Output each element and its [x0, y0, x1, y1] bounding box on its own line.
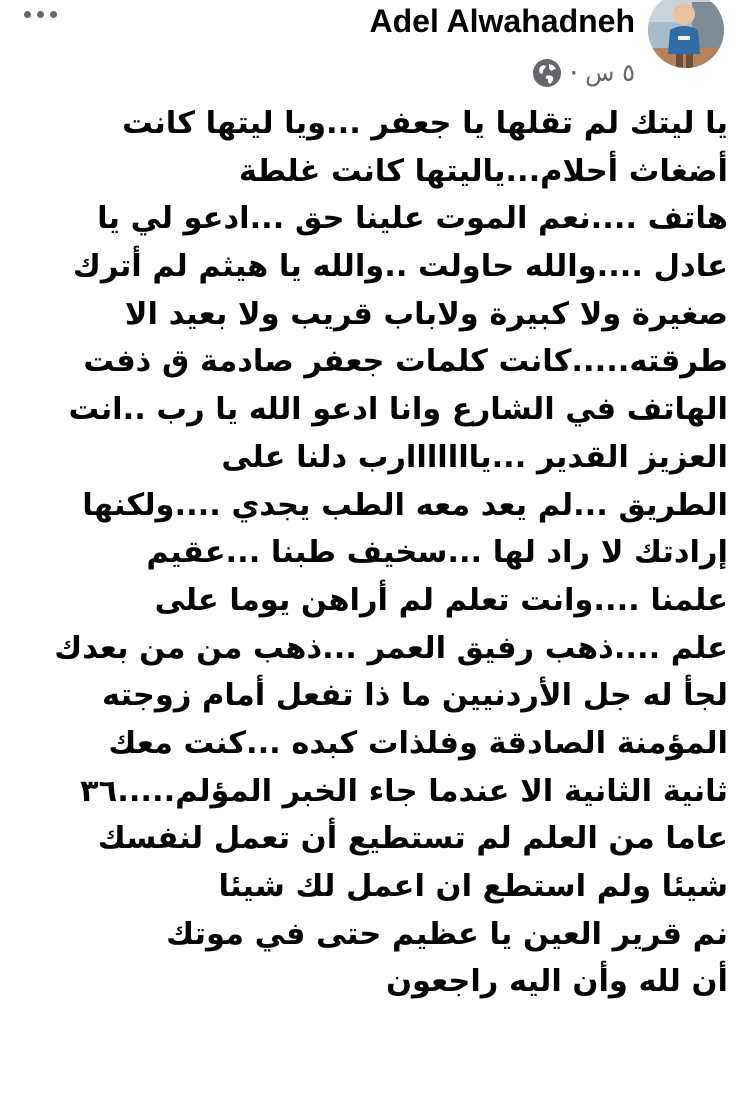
post-text-line: الهاتف في الشارع وانا ادعو الله يا رب ..انت [68, 392, 728, 428]
more-options-button[interactable] [24, 6, 57, 22]
post-body [13, 100, 728, 1006]
post-text-line: علم ....ذهب رفيق العمر ...ذهب من من بعدك [54, 630, 728, 666]
post-text-line: صغيرة ولا كبيرة ولاباب قريب ولا بعيد الا [124, 296, 728, 332]
avatar-photo-icon [648, 0, 724, 68]
post-meta [532, 56, 635, 90]
more-dot [50, 11, 57, 18]
author-avatar[interactable] [648, 0, 724, 68]
post-text-line: إرادتك لا راد لها ...سخيف طبنا ...عقيم [146, 535, 728, 571]
post-text-line: لجأ له جل الأردنيين ما ذا تفعل أمام زوجته [101, 678, 728, 714]
post-text-line: يا ليتك لم تقلها يا جعفر ...ويا ليتها كانت [122, 106, 728, 141]
post-text-line: عاما من العلم لم تستطيع أن تعمل لنفسك [97, 821, 728, 857]
more-dot [24, 11, 31, 18]
post-text-line: الطريق ...لم يعد معه الطب يجدي ....ولكنها [82, 487, 728, 523]
post-text-line: ثانية الثانية الا عندما جاء الخبر المؤلم.....٣٦ [80, 773, 728, 809]
post-text-line: أن لله وأن اليه راجعون [385, 964, 728, 1000]
post-text-line: شيئا ولم استطع ان اعمل لك شيئا [218, 869, 728, 904]
post-text-line: عادل ....والله حاولت ..والله يا هيثم لم أترك [72, 249, 728, 285]
author-name[interactable]: Adel Alwahadneh [369, 3, 635, 39]
post-text-line: أضغاث أحلام...ياليتها كانت غلطة [238, 153, 728, 189]
post-text-line: المؤمنة الصادقة وفلذات كبده ...كنت معك [108, 725, 728, 761]
meta-separator: · [570, 62, 578, 84]
post-timestamp[interactable]: ٥ س [585, 59, 635, 87]
globe-icon[interactable] [532, 58, 562, 88]
post-text-line: طرقته.....كانت كلمات جعفر صادمة ق ذفت [83, 344, 728, 380]
post-text-line: العزيز القدير ...يااااااارب دلنا على [221, 439, 728, 475]
post-text-line: هاتف ....نعم الموت علينا حق ...ادعو لي يا [97, 201, 728, 237]
more-dot [37, 11, 44, 18]
post-text-line: نم قرير العين يا عظيم حتى في موتك [166, 916, 728, 952]
post-text-line: علمنا ....وانت تعلم لم أراهن يوما على [154, 582, 728, 618]
